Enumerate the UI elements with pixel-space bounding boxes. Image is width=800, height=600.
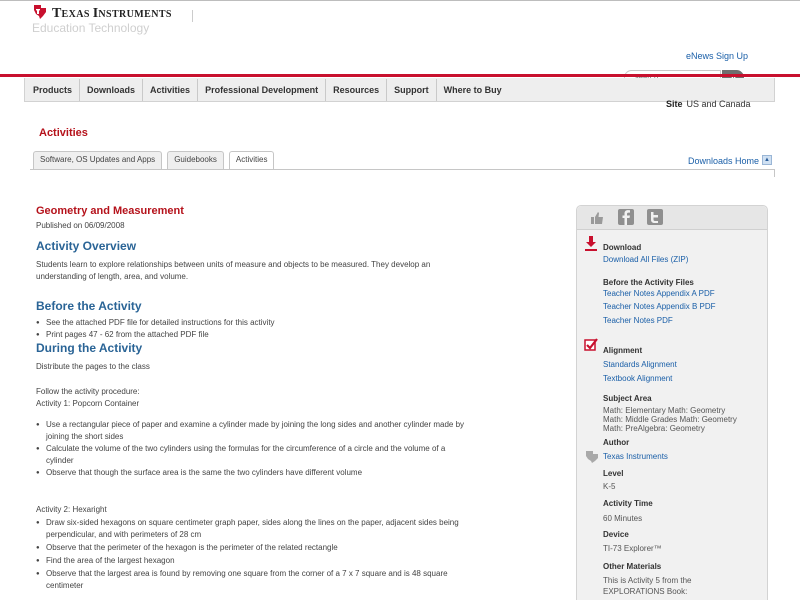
facebook-icon[interactable] xyxy=(618,209,634,225)
activity-2-item: ● Find the area of the largest hexagon xyxy=(36,555,541,567)
subject-item: Math: Elementary Math: Geometry xyxy=(603,406,726,415)
overview-line-1: Students learn to explore relationships between units of measure and objects to be measured. They develop an xyxy=(36,260,431,269)
tab-divider-end xyxy=(774,169,775,177)
author-heading: Author xyxy=(603,438,630,447)
download-heading: Download xyxy=(603,243,642,252)
before-heading: Before the Activity xyxy=(36,299,142,313)
tab-bar xyxy=(33,151,279,170)
activity-1-title: Activity 1: Popcorn Container xyxy=(36,399,140,408)
other-materials-line: This is Activity 5 from the xyxy=(603,576,692,585)
teacher-notes-link[interactable]: Teacher Notes PDF xyxy=(603,316,673,325)
device-value: TI-73 Explorer™ xyxy=(603,544,662,553)
brand-name: TEXAS INSTRUMENTS xyxy=(52,6,172,21)
activity-2-item: ● Observe that the largest area is found by removing one square from the corner of a 7 x 7 square and is 48 square centimeter xyxy=(36,568,541,592)
textbook-alignment-link[interactable]: Textbook Alignment xyxy=(603,374,673,383)
subject-item: Math: PreAlgebra: Geometry xyxy=(603,424,705,433)
brand-subtitle: Education Technology xyxy=(32,21,150,35)
download-icon xyxy=(584,236,598,252)
nav-item-downloads[interactable]: Downloads xyxy=(80,79,143,101)
activity-1-item: ● Observe that though the surface area is the same the two cylinders have different volume xyxy=(36,467,541,479)
enews-signup-link[interactable]: eNews Sign Up xyxy=(686,51,749,61)
level-heading: Level xyxy=(603,469,624,478)
subject-heading: Subject Area xyxy=(603,394,652,403)
page-title: Activities xyxy=(39,127,88,139)
nav-item-where-to-buy[interactable]: Where to Buy xyxy=(443,85,502,95)
standards-alignment-link[interactable]: Standards Alignment xyxy=(603,360,677,369)
teacher-notes-a-link[interactable]: Teacher Notes Appendix A PDF xyxy=(603,289,715,298)
overview-line-2: understanding of length, area, and volume. xyxy=(36,272,189,281)
level-value: K-5 xyxy=(603,482,616,491)
activity-1-item: ● Use a rectangular piece of paper and examine a cylinder made by joining the long sides and another cylinder made by joining the short sides xyxy=(36,419,541,443)
twitter-icon[interactable] xyxy=(647,209,663,225)
tab-divider xyxy=(30,169,775,170)
tab-guidebooks[interactable]: Guidebooks xyxy=(167,151,224,169)
nav-item-professional-development[interactable]: Professional Development xyxy=(198,79,326,101)
site-value: US and Canada xyxy=(686,99,751,109)
nav-item-products[interactable]: Products xyxy=(26,79,80,101)
download-all-link[interactable]: Download All Files (ZIP) xyxy=(603,255,689,264)
subject-item: Math: Middle Grades Math: Geometry xyxy=(603,415,737,424)
downloads-home-link[interactable]: Downloads Home xyxy=(688,156,760,166)
during-intro: Distribute the pages to the class xyxy=(36,362,150,371)
nav-accent-bar xyxy=(0,74,800,77)
main-nav-items xyxy=(26,79,509,101)
nav-item-resources[interactable]: Resources xyxy=(326,79,387,101)
ti-state-icon xyxy=(32,4,48,20)
site-selector[interactable] xyxy=(666,99,751,109)
author-link[interactable]: Texas Instruments xyxy=(603,452,668,461)
other-materials-heading: Other Materials xyxy=(603,562,662,571)
nav-item-support[interactable]: Support xyxy=(387,79,437,101)
time-value: 60 Minutes xyxy=(603,514,643,523)
tab-activities[interactable]: Activities xyxy=(229,151,275,170)
like-icon[interactable] xyxy=(590,211,604,225)
procedure-intro: Follow the activity procedure: xyxy=(36,387,140,396)
activity-title: Geometry and Measurement xyxy=(36,205,184,217)
site-label: Site xyxy=(666,99,683,109)
social-share-bar xyxy=(577,206,767,230)
time-heading: Activity Time xyxy=(603,499,653,508)
during-heading: During the Activity xyxy=(36,341,143,355)
ti-author-icon xyxy=(584,450,600,464)
nav-item-activities[interactable]: Activities xyxy=(143,79,198,101)
before-item: ● See the attached PDF file for detailed instructions for this activity xyxy=(36,317,541,329)
overview-heading: Activity Overview xyxy=(36,239,137,253)
header-divider xyxy=(192,10,193,22)
tab-software-os-updates-and-apps[interactable]: Software, OS Updates and Apps xyxy=(33,151,162,169)
other-materials-line: EXPLORATIONS Book: xyxy=(603,587,688,596)
alignment-heading: Alignment xyxy=(603,346,643,355)
activity-2-item: ● Draw six-sided hexagons on square centimeter graph paper, sides along the lines on the paper, adjacent sides being perpendicular, and with perimeters of 28 cm xyxy=(36,517,541,541)
device-heading: Device xyxy=(603,530,629,539)
before-files-heading: Before the Activity Files xyxy=(603,278,694,287)
checkbox-checked-icon xyxy=(584,338,598,352)
activity-1-item: ● Calculate the volume of the two cylinders using the formulas for the circumference of a circle and the volume of a cylinder xyxy=(36,443,541,467)
scroll-up-icon[interactable]: ▲ xyxy=(762,155,772,165)
teacher-notes-b-link[interactable]: Teacher Notes Appendix B PDF xyxy=(603,302,716,311)
published-date: Published on 06/09/2008 xyxy=(36,221,125,230)
activity-2-title: Activity 2: Hexaright xyxy=(36,505,107,514)
activity-2-item: ● Observe that the perimeter of the hexagon is the perimeter of the related rectangle xyxy=(36,542,541,554)
top-border xyxy=(0,0,800,1)
before-item: ● Print pages 47 - 62 from the attached PDF file xyxy=(36,329,541,341)
